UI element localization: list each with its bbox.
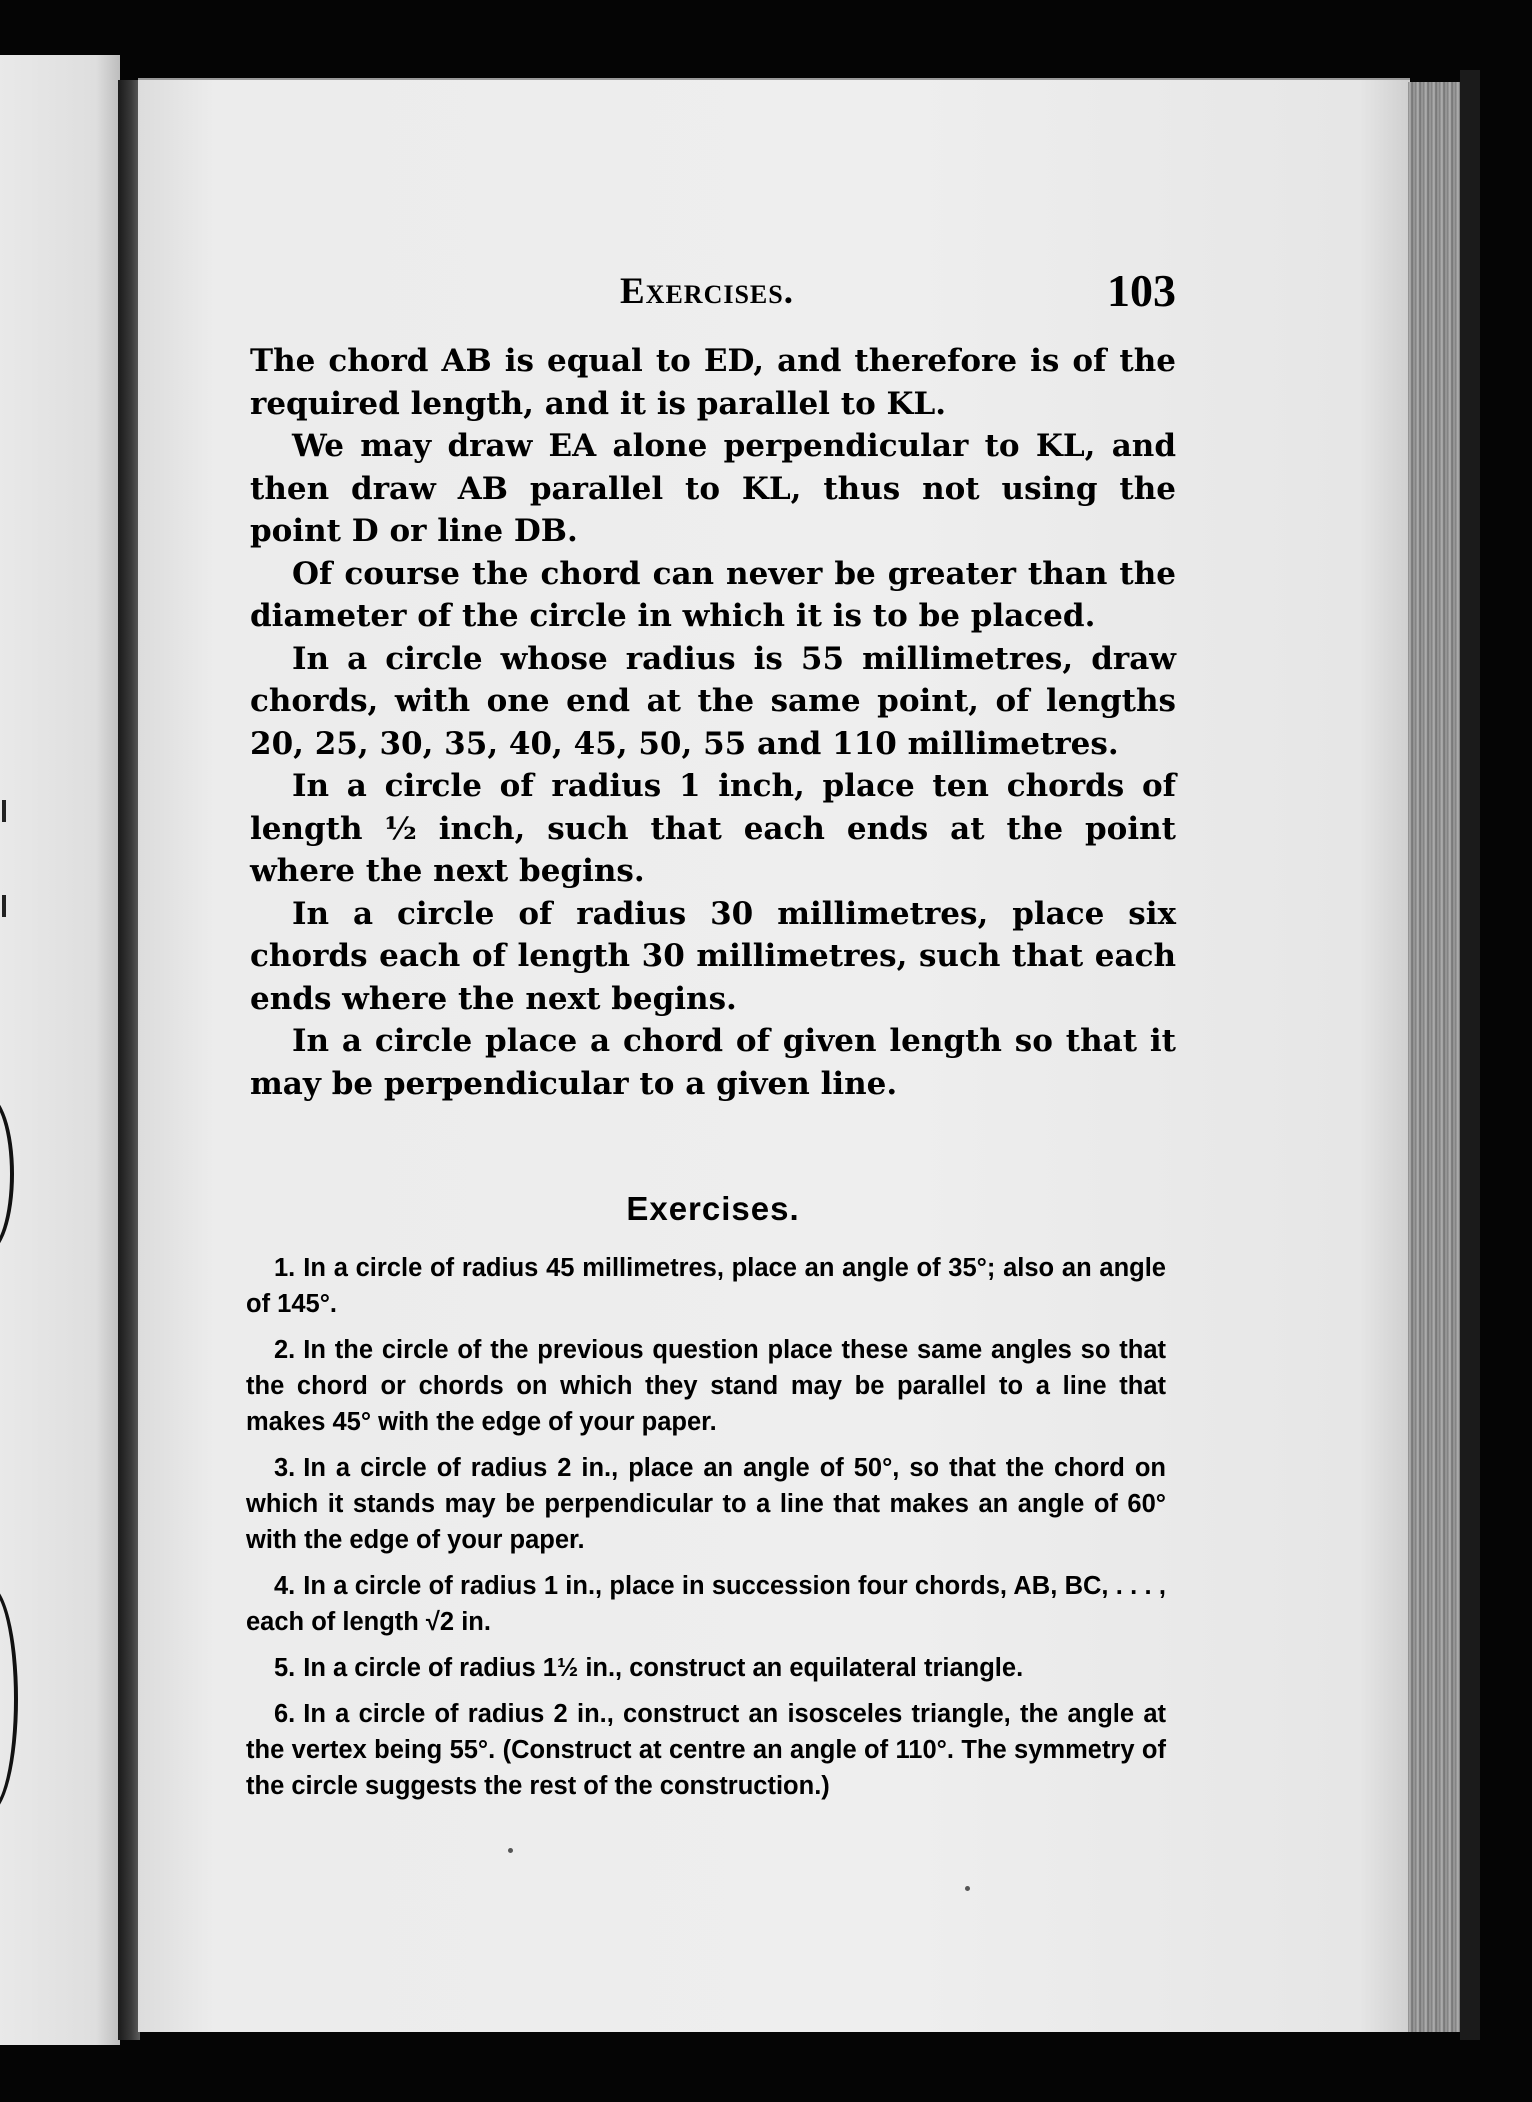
paragraph: Of course the chord can never be greater than the diameter of the circle in which it is to be placed. — [250, 555, 1176, 634]
book-gutter — [118, 80, 140, 2040]
paragraph: We may draw EA alone perpendicular to KL, and then draw AB parallel to KL, thus not using the point D or line DB. — [250, 428, 1176, 549]
paper-speck — [508, 1848, 513, 1853]
exercises-heading: Exercises. — [626, 1190, 800, 1227]
exercise-item — [246, 1332, 1166, 1440]
paragraph: In a circle of radius 30 millimetres, place six chords each of length 30 millimetres, such that each ends where the next begins. — [250, 895, 1176, 1017]
exercise-list — [246, 1250, 1166, 1814]
exercise-number: 2. — [274, 1336, 296, 1364]
running-title: Exercises. — [620, 271, 794, 312]
paragraph: In a circle of radius 1 inch, place ten chords of length ½ inch, such that each ends at the point where the next begins. — [250, 768, 1176, 889]
exercise-text: In a circle of radius 2 in., place an angle of 50°, so that the chord on which it stands may be perpendicular to a line that makes an angle of 60° with the edge of your paper. — [246, 1454, 1166, 1554]
exercise-number: 4. — [274, 1572, 296, 1600]
exercise-number: 3. — [274, 1454, 296, 1482]
page-header — [250, 265, 1176, 320]
paper-speck — [965, 1886, 970, 1891]
book-cover-edge — [1460, 70, 1480, 2040]
exercise-text: In a circle of radius 45 millimetres, place an angle of 35°; also an angle of 145°. — [246, 1254, 1166, 1318]
exercise-item — [246, 1450, 1166, 1558]
page-number: 103 — [1107, 265, 1176, 316]
exercise-item — [246, 1696, 1166, 1804]
exercise-text: In a circle of radius 1 in., place in succession four chords, AB, BC, . . . , each of length √2 in. — [246, 1572, 1166, 1636]
exercise-item — [246, 1650, 1166, 1686]
paragraph: In a circle whose radius is 55 millimetres, draw chords, with one end at the same point, of lengths 20, 25, 30, 35, 40, 45, 50, 55 and 110 millimetres. — [250, 640, 1176, 762]
paragraph: In a circle place a chord of given length so that it may be perpendicular to a given line. — [250, 1023, 1176, 1102]
exercise-number: 5. — [274, 1654, 296, 1682]
paragraph: The chord AB is equal to ED, and therefore is of the required length, and it is parallel to KL. — [250, 343, 1176, 422]
exercise-text: In a circle of radius 1½ in., construct an equilateral triangle. — [303, 1654, 1024, 1682]
exercise-number: 1. — [274, 1254, 296, 1282]
body-text — [250, 340, 1176, 1105]
facing-page-edge — [0, 55, 120, 2045]
facing-page-figure-arc — [0, 1095, 14, 1253]
book-fore-edge — [1408, 82, 1462, 2032]
exercise-item — [246, 1250, 1166, 1322]
facing-page-figure-arc — [0, 1585, 18, 1813]
facing-page-mark — [2, 895, 6, 917]
exercise-item — [246, 1568, 1166, 1640]
facing-page-mark — [2, 800, 6, 822]
exercise-text: In a circle of radius 2 in., construct an isosceles triangle, the angle at the vertex being 55°. (Construct at centre an angle of 110°. The symmetry of the circle suggests the rest of the construction.) — [246, 1700, 1166, 1800]
exercise-number: 6. — [274, 1700, 296, 1728]
exercise-text: In the circle of the previous question place these same angles so that the chord or chords on which they stand may be parallel to a line that makes 45° with the edge of your paper. — [246, 1336, 1166, 1436]
